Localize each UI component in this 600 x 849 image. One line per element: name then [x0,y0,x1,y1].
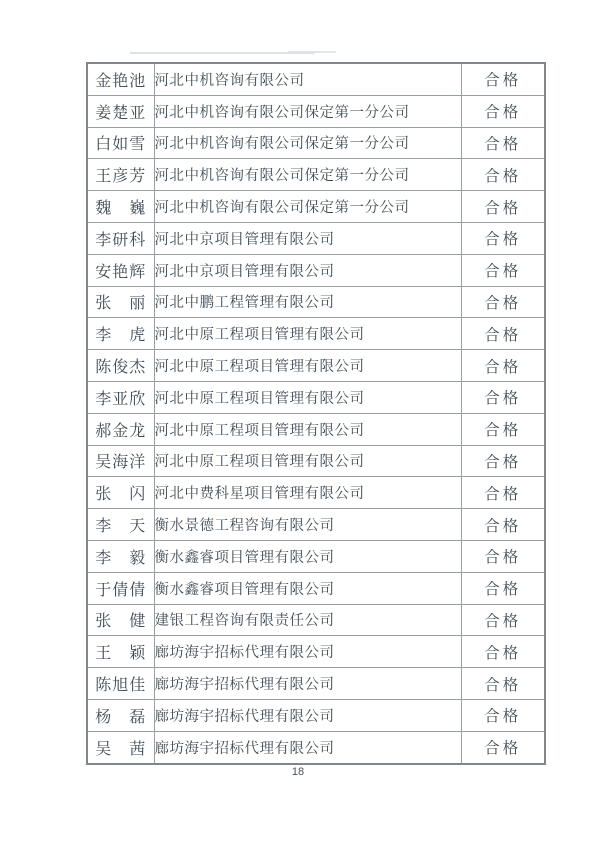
table-row [87,445,545,477]
status-value: 合格 [461,699,545,731]
table-row [87,604,545,636]
company-name: 河北中机咨询有限公司保定第一分公司 [154,191,461,223]
company-name: 河北中机咨询有限公司保定第一分公司 [154,95,461,127]
table-row [87,127,545,159]
status-value: 合格 [461,191,545,223]
candidate-name: 李 毅 [87,540,154,572]
table-row [87,540,545,572]
status-value: 合格 [461,381,545,413]
company-name: 衡水鑫睿项目管理有限公司 [154,572,461,604]
company-name: 廊坊海宇招标代理有限公司 [154,731,461,763]
company-name: 河北中机咨询有限公司保定第一分公司 [154,159,461,191]
candidate-name: 李 虎 [87,318,154,350]
status-value: 合格 [461,668,545,700]
company-name: 廊坊海宇招标代理有限公司 [154,668,461,700]
candidate-name: 吴海洋 [87,445,154,477]
table-row [87,95,545,127]
company-name: 河北中京项目管理有限公司 [154,254,461,286]
candidate-name: 姜楚亚 [87,95,154,127]
candidate-name: 李亚欣 [87,381,154,413]
table-row [87,318,545,350]
status-value: 合格 [461,445,545,477]
table-row [87,668,545,700]
status-value: 合格 [461,540,545,572]
status-value: 合格 [461,636,545,668]
table-row [87,191,545,223]
table-row [87,63,545,95]
company-name: 河北中原工程项目管理有限公司 [154,318,461,350]
table-row [87,731,545,763]
status-value: 合格 [461,477,545,509]
company-name: 衡水景德工程咨询有限公司 [154,509,461,541]
company-name: 河北中费科星项目管理有限公司 [154,477,461,509]
status-value: 合格 [461,286,545,318]
status-value: 合格 [461,572,545,604]
status-value: 合格 [461,159,545,191]
candidate-name: 王 颖 [87,636,154,668]
company-name: 建银工程咨询有限责任公司 [154,604,461,636]
status-value: 合格 [461,63,545,95]
company-name: 河北中机咨询有限公司保定第一分公司 [154,127,461,159]
candidate-name: 李 天 [87,509,154,541]
candidate-name: 李研科 [87,222,154,254]
table-row [87,381,545,413]
candidate-name: 杨 磊 [87,699,154,731]
candidate-name: 张 闪 [87,477,154,509]
company-name: 河北中原工程项目管理有限公司 [154,381,461,413]
table-row [87,413,545,445]
candidate-name: 白如雪 [87,127,154,159]
candidate-name: 陈旭佳 [87,668,154,700]
candidate-name: 王彦芳 [87,159,154,191]
candidate-name: 张 健 [87,604,154,636]
status-value: 合格 [461,731,545,763]
table-row [87,254,545,286]
status-value: 合格 [461,413,545,445]
company-name: 河北中原工程项目管理有限公司 [154,413,461,445]
candidate-name: 吴 茜 [87,731,154,763]
candidate-name: 魏 巍 [87,191,154,223]
results-table-body [87,63,545,764]
table-row [87,636,545,668]
company-name: 河北中原工程项目管理有限公司 [154,350,461,382]
status-value: 合格 [461,127,545,159]
company-name: 河北中京项目管理有限公司 [154,222,461,254]
table-row [87,159,545,191]
company-name: 廊坊海宇招标代理有限公司 [154,636,461,668]
table-row [87,572,545,604]
status-value: 合格 [461,350,545,382]
company-name: 廊坊海宇招标代理有限公司 [154,699,461,731]
candidate-name: 安艳辉 [87,254,154,286]
status-value: 合格 [461,509,545,541]
status-value: 合格 [461,222,545,254]
status-value: 合格 [461,95,545,127]
scan-artifact [288,51,336,53]
table-row [87,286,545,318]
candidate-name: 张 丽 [87,286,154,318]
company-name: 河北中鹏工程管理有限公司 [154,286,461,318]
status-value: 合格 [461,318,545,350]
table-row [87,699,545,731]
status-value: 合格 [461,254,545,286]
candidate-name: 于倩倩 [87,572,154,604]
table-row [87,350,545,382]
table-row [87,509,545,541]
table-row [87,477,545,509]
candidate-name: 金艳池 [87,63,154,95]
status-value: 合格 [461,604,545,636]
qualification-results-table [86,62,546,765]
company-name: 河北中机咨询有限公司 [154,63,461,95]
candidate-name: 陈俊杰 [87,350,154,382]
company-name: 衡水鑫睿项目管理有限公司 [154,540,461,572]
candidate-name: 郝金龙 [87,413,154,445]
company-name: 河北中原工程项目管理有限公司 [154,445,461,477]
page-number: 18 [291,766,305,778]
table-row [87,222,545,254]
